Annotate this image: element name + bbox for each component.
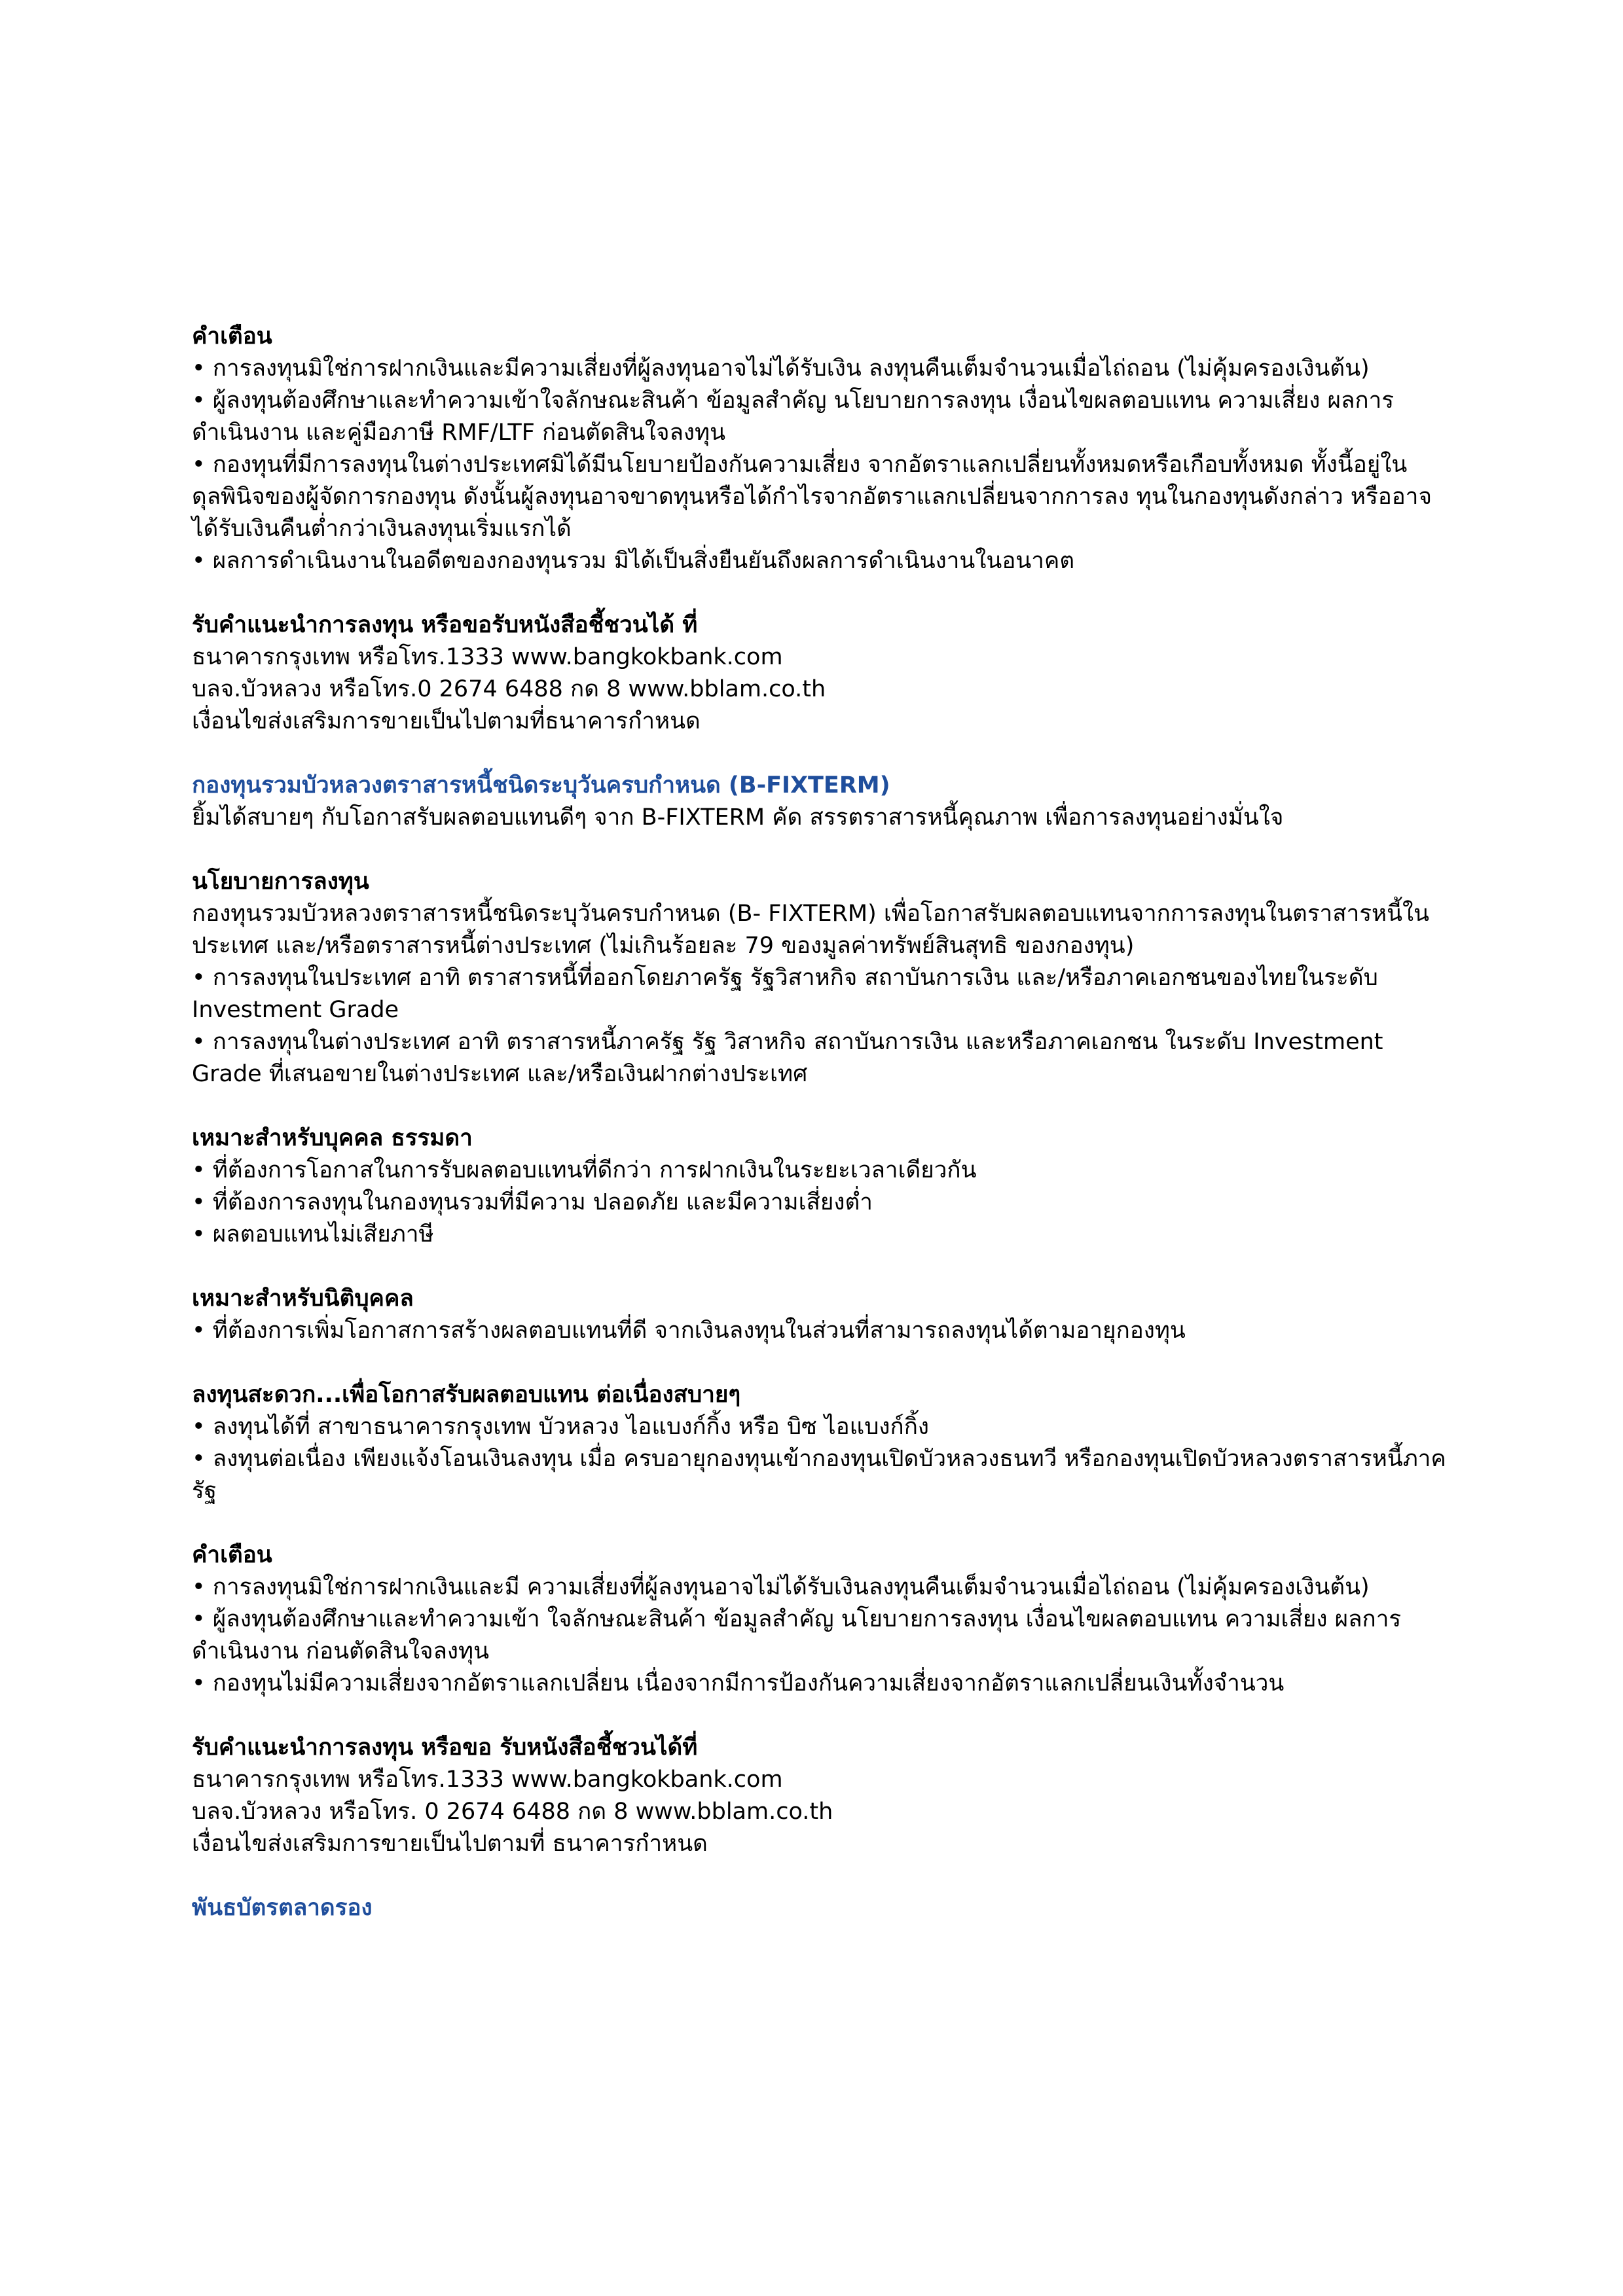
bullet-icon: • <box>192 1446 206 1472</box>
bullet-item <box>192 353 1449 385</box>
bblam-contact-line[interactable]: บลจ.บัวหลวง หรือโทร. 0 2674 6488 กด 8 www.bblam.co.th <box>192 1799 833 1825</box>
fund-title-heading: กองทุนรวมบัวหลวงตราสารหนี้ชนิดระบุวันครบกำหนด (B-FIXTERM) <box>192 772 890 798</box>
section-heading: คำเตือน <box>192 1542 272 1568</box>
bangkok-bank-contact-line[interactable]: ธนาคารกรุงเทพ หรือโทร.1333 www.bangkokbank.com <box>192 1767 783 1793</box>
warning-section <box>192 321 1449 577</box>
bullet-text: ที่ต้องการเพิ่มโอกาสการสร้างผลตอบแทนที่ดี จากเงินลงทุนในส่วนที่สามารถลงทุนได้ตามอายุกองทุน <box>212 1318 1186 1344</box>
bullet-item <box>192 1668 1449 1700</box>
bullet-text: ผู้ลงทุนต้องศึกษาและทำความเข้าใจลักษณะสินค้า ข้อมูลสำคัญ นโยบายการลงทุน เงื่อนไขผลตอบแทน ความเสี่ยง ผลการดำเนินงาน และคู่มือภาษี RMF/LTF ก่อนตัดสินใจลงทุน <box>192 387 1395 446</box>
contact-section <box>192 1732 1449 1860</box>
bullet-text: ผลตอบแทนไม่เสียภาษี <box>212 1221 434 1247</box>
section-heading: รับคำแนะนำการลงทุน หรือขอ รับหนังสือชี้ชวนได้ที่ <box>192 1734 698 1761</box>
bullet-item <box>192 1604 1449 1668</box>
fund-tagline: ยิ้มได้สบายๆ กับโอกาสรับผลตอบแทนดีๆ จาก B-FIXTERM คัด สรรตราสารหนี้คุณภาพ เพื่อการลงทุนอย่างมั่นใจ <box>192 804 1284 831</box>
suitable-individual-section <box>192 1122 1449 1251</box>
bullet-icon: • <box>192 1029 206 1055</box>
bullet-item <box>192 545 1449 577</box>
promotion-conditions-line: เงื่อนไขส่งเสริมการขายเป็นไปตามที่ธนาคารกำหนด <box>192 708 701 734</box>
bullet-icon: • <box>192 1318 206 1344</box>
bullet-icon: • <box>192 1414 206 1440</box>
bullet-text: กองทุนไม่มีความเสี่ยงจากอัตราแลกเปลี่ยน เนื่องจากมีการป้องกันความเสี่ยงจากอัตราแลกเปลี่ยนเงินทั้งจำนวน <box>212 1670 1285 1696</box>
bullet-item <box>192 1219 1449 1251</box>
bullet-item <box>192 385 1449 449</box>
bullet-item <box>192 1187 1449 1219</box>
bullet-icon: • <box>192 548 206 574</box>
bullet-item <box>192 962 1449 1026</box>
section-heading: ลงทุนสะดวก...เพื่อโอกาสรับผลตอบแทน ต่อเนื่องสบายๆ <box>192 1382 741 1408</box>
section-heading: รับคำแนะนำการลงทุน หรือขอรับหนังสือชี้ชวนได้ ที่ <box>192 612 698 638</box>
bullet-text: ผู้ลงทุนต้องศึกษาและทำความเข้า ใจลักษณะสินค้า ข้อมูลสำคัญ นโยบายการลงทุน เงื่อนไขผลตอบแทน ความเสี่ยง ผลการดำเนินงาน ก่อนตัดสินใจลงทุน <box>192 1606 1402 1664</box>
section-heading: นโยบายการลงทุน <box>192 869 369 895</box>
bullet-text: ที่ต้องการโอกาสในการรับผลตอบแทนที่ดีกว่า การฝากเงินในระยะเวลาเดียวกัน <box>212 1157 977 1183</box>
bullet-item <box>192 1026 1449 1090</box>
convenient-investing-section <box>192 1379 1449 1507</box>
bullet-text: การลงทุนมิใช่การฝากเงินและมี ความเสี่ยงที่ผู้ลงทุนอาจไม่ได้รับเงินลงทุนคืนเต็มจำนวนเมื่อไถ่ถอน (ไม่คุ้มครองเงินต้น) <box>212 1574 1370 1600</box>
section-heading: เหมาะสำหรับบุคคล ธรรมดา <box>192 1125 473 1151</box>
bullet-icon: • <box>192 387 206 414</box>
bullet-icon: • <box>192 965 206 991</box>
bullet-text: การลงทุนในประเทศ อาทิ ตราสารหนี้ที่ออกโดยภาครัฐ รัฐวิสาหกิจ สถาบันการเงิน และ/หรือภาคเอกชนของไทยในระดับ Investment Grade <box>192 965 1378 1023</box>
bullet-text: ลงทุนได้ที่ สาขาธนาคารกรุงเทพ บัวหลวง ไอแบงก์กิ้ง หรือ บิซ ไอแบงก์กิ้ง <box>212 1414 929 1440</box>
suitable-juristic-section <box>192 1283 1449 1347</box>
bullet-icon: • <box>192 1670 206 1696</box>
bullet-icon: • <box>192 1157 206 1183</box>
bullet-icon: • <box>192 1574 206 1600</box>
bullet-icon: • <box>192 452 206 478</box>
bullet-item <box>192 1443 1449 1507</box>
bullet-item <box>192 1155 1449 1187</box>
bullet-item <box>192 449 1449 545</box>
bullet-text: กองทุนที่มีการลงทุนในต่างประเทศมิได้มีนโยบายป้องกันความเสี่ยง จากอัตราแลกเปลี่ยนทั้งหมดหรือเกือบทั้งหมด ทั้งนี้อยู่ในดุลพินิจของผู้จัดการกองทุน ดังนั้นผู้ลงทุนอาจขาดทุนหรือได้กำไรจากอัตราแลกเปลี่ยนจากการลง ทุนในกองทุนดังกล่าว หรืออาจได้รับเงินคืนต่ำกว่าเงินลงทุนเริ่มแรกได้ <box>192 452 1432 542</box>
document-page <box>192 321 1449 1956</box>
section-heading: เหมาะสำหรับนิติบุคคล <box>192 1285 414 1312</box>
bullet-item <box>192 1411 1449 1443</box>
bullet-text: ลงทุนต่อเนื่อง เพียงแจ้งโอนเงินลงทุน เมื่อ ครบอายุกองทุนเข้ากองทุนเปิดบัวหลวงธนทวี หรือกองทุนเปิดบัวหลวงตราสารหนี้ภาครัฐ <box>192 1446 1446 1504</box>
bullet-item <box>192 1571 1449 1604</box>
warning-section <box>192 1539 1449 1700</box>
bullet-icon: • <box>192 1221 206 1247</box>
investment-policy-section <box>192 866 1449 1090</box>
secondary-bonds-section <box>192 1892 1449 1924</box>
bullet-text: การลงทุนในต่างประเทศ อาทิ ตราสารหนี้ภาครัฐ รัฐ วิสาหกิจ สถาบันการเงิน และหรือภาคเอกชน ในระดับ Investment Grade ที่เสนอขายในต่างประเทศ และ/หรือเงินฝากต่างประเทศ <box>192 1029 1383 1087</box>
bangkok-bank-contact-line[interactable]: ธนาคารกรุงเทพ หรือโทร.1333 www.bangkokbank.com <box>192 644 783 670</box>
bullet-text: ที่ต้องการลงทุนในกองทุนรวมที่มีความ ปลอดภัย และมีความเสี่ยงต่ำ <box>212 1189 873 1215</box>
section-heading: คำเตือน <box>192 323 272 350</box>
bblam-contact-line[interactable]: บลจ.บัวหลวง หรือโทร.0 2674 6488 กด 8 www.bblam.co.th <box>192 676 826 702</box>
secondary-bonds-heading: พันธบัตรตลาดรอง <box>192 1895 373 1921</box>
fund-intro-section <box>192 770 1449 834</box>
bullet-item <box>192 1315 1449 1347</box>
bullet-text: การลงทุนมิใช่การฝากเงินและมีความเสี่ยงที่ผู้ลงทุนอาจไม่ได้รับเงิน ลงทุนคืนเต็มจำนวนเมื่อไถ่ถอน (ไม่คุ้มครองเงินต้น) <box>212 355 1370 382</box>
contact-section <box>192 609 1449 738</box>
bullet-text: ผลการดำเนินงานในอดีตของกองทุนรวม มิได้เป็นสิ่งยืนยันถึงผลการดำเนินงานในอนาคต <box>212 548 1075 574</box>
bullet-icon: • <box>192 355 206 382</box>
policy-description: กองทุนรวมบัวหลวงตราสารหนี้ชนิดระบุวันครบกำหนด (B- FIXTERM) เพื่อโอกาสรับผลตอบแทนจากการลงทุนในตราสารหนี้ในประเทศ และ/หรือตราสารหนี้ต่างประเทศ (ไม่เกินร้อยละ 79 ของมูลค่าทรัพย์สินสุทธิ ของกองทุน) <box>192 901 1430 959</box>
promotion-conditions-line: เงื่อนไขส่งเสริมการขายเป็นไปตามที่ ธนาคารกำหนด <box>192 1831 708 1857</box>
bullet-icon: • <box>192 1189 206 1215</box>
bullet-icon: • <box>192 1606 206 1632</box>
